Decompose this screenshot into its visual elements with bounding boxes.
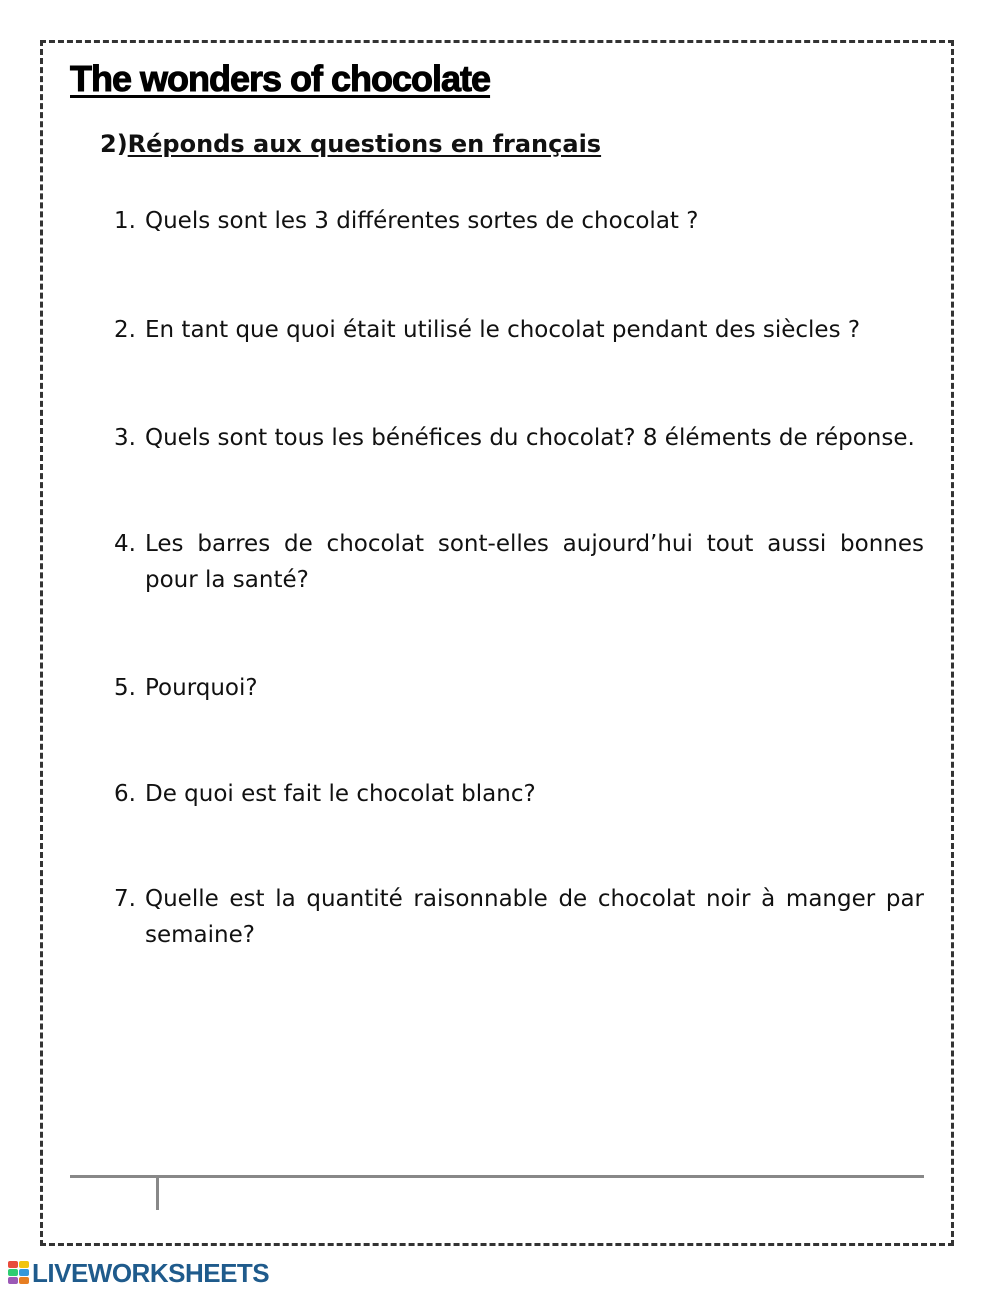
question-number: 4. (114, 531, 136, 557)
liveworksheets-icon (8, 1261, 30, 1285)
brand-name: LIVEWORKSHEETS (32, 1257, 270, 1288)
question-1 (114, 203, 924, 239)
question-number: 6. (114, 781, 136, 807)
question-number: 3. (114, 425, 136, 451)
logo-square (19, 1277, 29, 1284)
question-text: Les barres de chocolat sont-elles aujourd’hui tout aussi bonnes pour la santé? (145, 531, 924, 593)
question-2 (114, 312, 924, 348)
logo-square (19, 1269, 29, 1276)
section-heading-label: Réponds aux questions en français (127, 130, 602, 158)
question-4 (114, 526, 924, 598)
question-text: De quoi est fait le chocolat blanc? (145, 781, 536, 807)
question-text: Pourquoi? (145, 675, 258, 701)
footer-rule (70, 1175, 924, 1178)
question-6 (114, 776, 924, 812)
question-number: 2. (114, 317, 136, 343)
question-text: En tant que quoi était utilisé le chocolat pendant des siècles ? (145, 317, 861, 343)
question-5 (114, 670, 924, 706)
section-number: 2) (100, 130, 128, 158)
question-3 (114, 420, 924, 456)
section-heading (100, 130, 601, 158)
question-text: Quels sont les 3 différentes sortes de chocolat ? (145, 208, 699, 234)
question-number: 1. (114, 208, 136, 234)
logo-square (19, 1261, 29, 1268)
page-title: The wonders of chocolate (70, 58, 491, 99)
logo-square (8, 1277, 18, 1284)
question-text: Quelle est la quantité raisonnable de chocolat noir à manger par semaine? (145, 886, 924, 948)
question-7 (114, 881, 924, 953)
liveworksheets-logo[interactable] (8, 1258, 269, 1288)
question-number: 7. (114, 886, 136, 912)
logo-square (8, 1269, 18, 1276)
question-number: 5. (114, 675, 136, 701)
footer-rule-tick (156, 1178, 159, 1210)
logo-square (8, 1261, 18, 1268)
question-text: Quels sont tous les bénéfices du chocolat? 8 éléments de réponse. (145, 425, 915, 451)
